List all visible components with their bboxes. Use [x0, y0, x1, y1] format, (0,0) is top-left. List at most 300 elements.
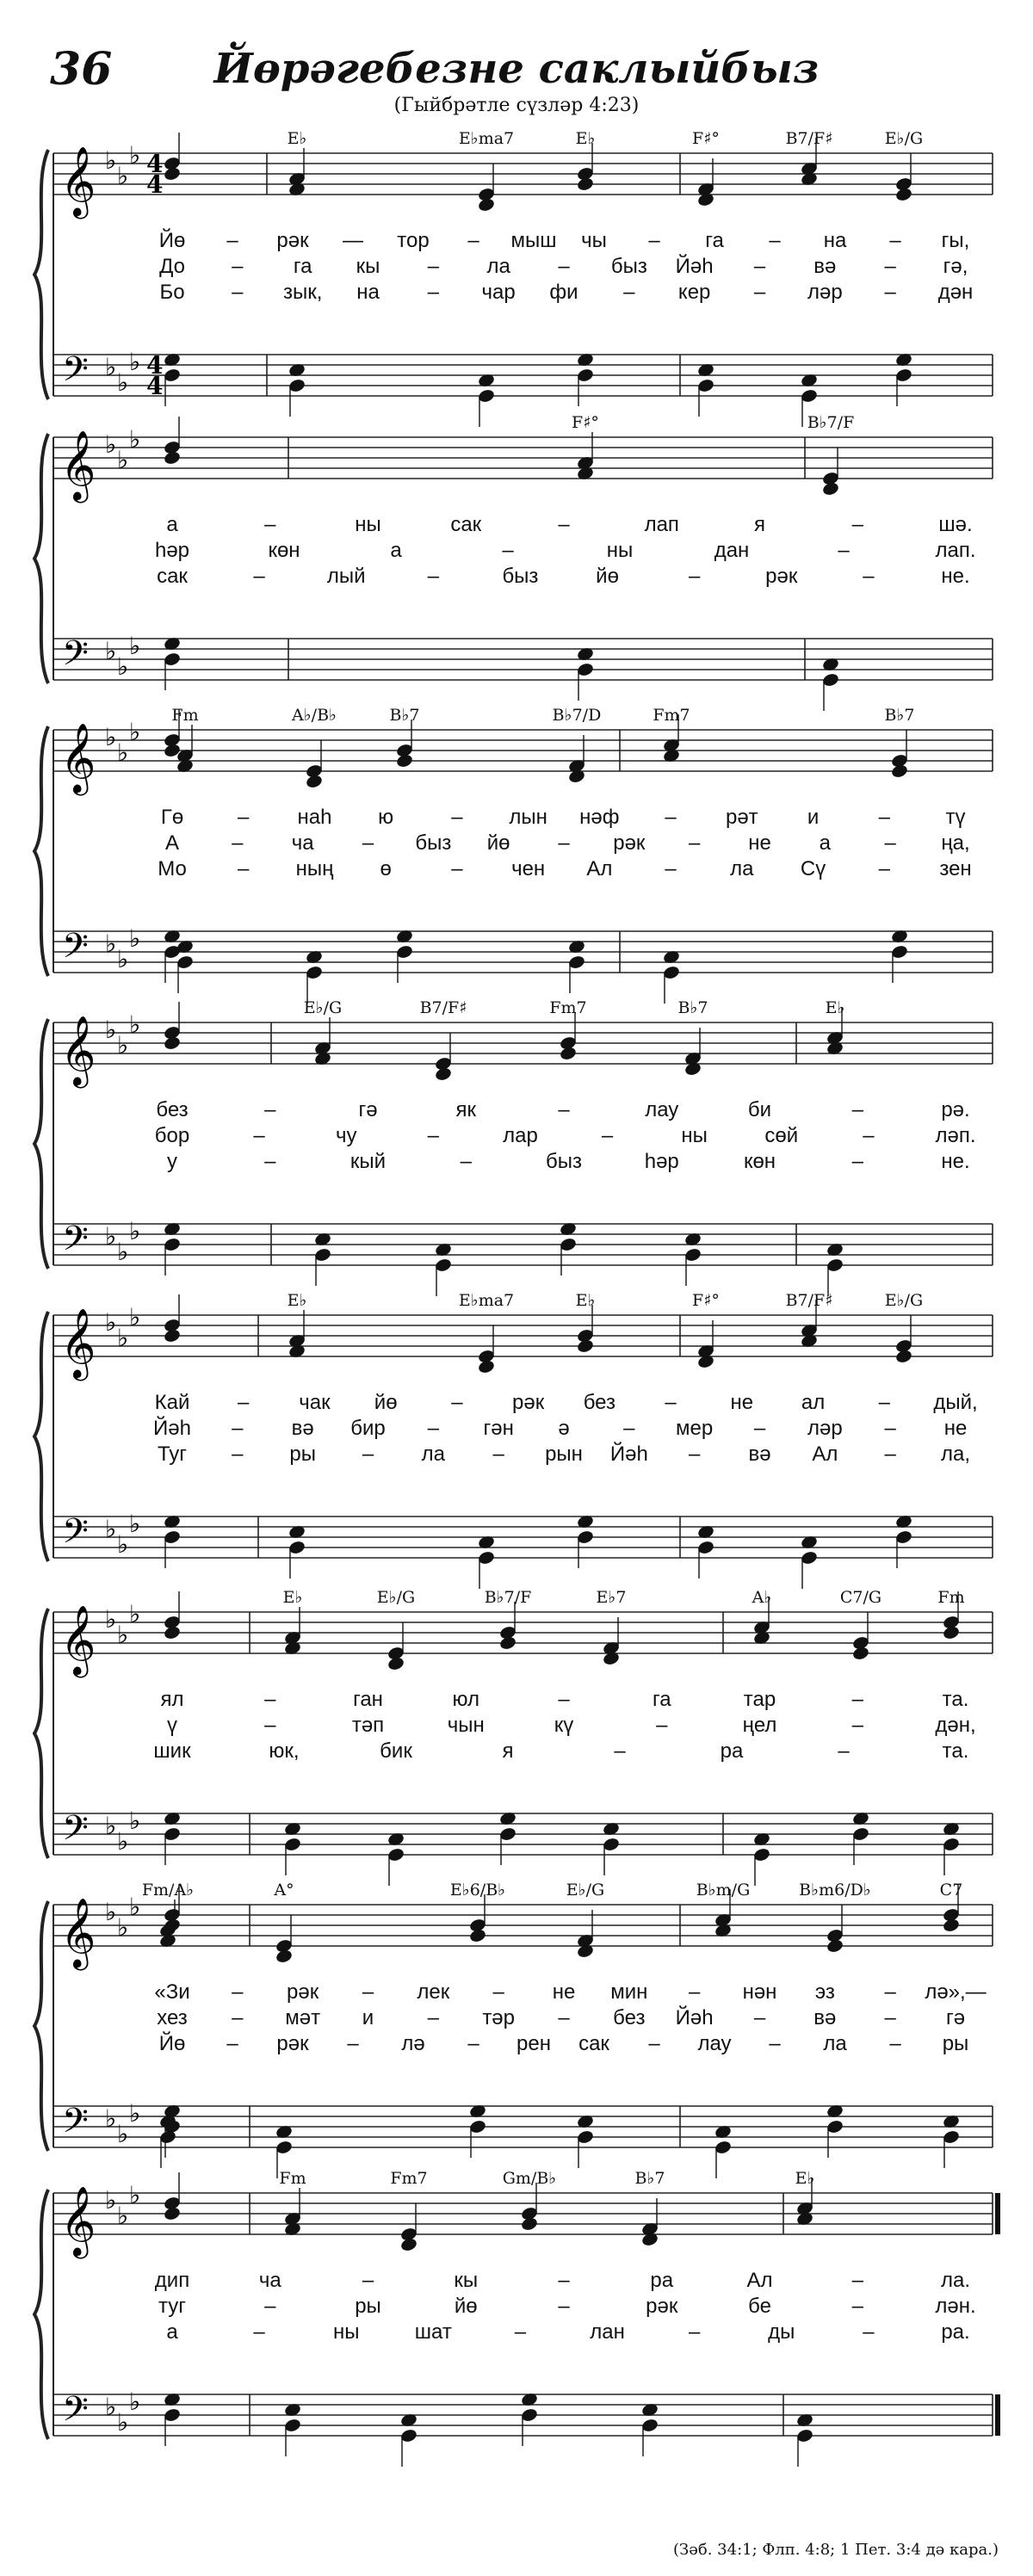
lyric-syllable: –	[838, 1739, 850, 1763]
chord-symbol: Gm/B♭	[502, 2169, 557, 2188]
lyric-syllable: хез	[157, 2006, 188, 2029]
lyric-syllable: чак	[299, 1391, 331, 1414]
system-7	[34, 1884, 993, 2178]
treble-key-flat-icon: ♭	[105, 723, 117, 751]
bass-key-flat-icon: ♭	[117, 2120, 129, 2148]
lyric-syllable: та.	[942, 1739, 969, 1763]
lyric-syllable: рәк	[613, 831, 646, 855]
lyric-syllable: Мо	[158, 857, 187, 880]
lyric-syllable: як	[455, 1098, 476, 1121]
chord-symbol: A♭	[752, 1588, 772, 1607]
treble-clef-icon: 𝄞	[60, 722, 96, 793]
lyric-syllable: я	[502, 1739, 514, 1763]
treble-key-flat-icon: ♭	[129, 1600, 141, 1628]
lyric-syllable: –	[851, 1150, 863, 1173]
lyric-syllable: нән	[742, 1980, 777, 2004]
system-4	[34, 1002, 993, 1296]
bass-key-flat-icon: ♭	[129, 348, 141, 376]
alto-note	[576, 176, 594, 192]
bass-key-flat-icon: ♭	[117, 2408, 129, 2437]
lyric-syllable: мин	[610, 1980, 648, 2004]
lyric-syllable: дән	[937, 281, 974, 304]
lyric-syllable: гә	[945, 2006, 966, 2029]
bass-key-flat-icon: ♭	[117, 368, 129, 397]
lyric-syllable: йө	[596, 565, 619, 588]
lyric-syllable: –	[264, 1714, 276, 1737]
lyric-syllable: –	[878, 806, 890, 829]
lyric-syllable: лан	[590, 2320, 625, 2344]
treble-key-flat-icon: ♭	[105, 1605, 117, 1634]
chord-symbol: Fm	[937, 1588, 965, 1607]
chord-symbol: B♭m6/D♭	[799, 1881, 871, 1900]
lyric-syllable: тор	[397, 229, 430, 252]
chord-symbol: E♭	[575, 1291, 596, 1310]
chord-symbol: B♭7	[884, 706, 915, 725]
lyric-syllable: –	[648, 229, 660, 252]
treble-clef-icon: 𝄞	[60, 1604, 96, 1675]
chord-symbol: B7/F♯	[785, 1291, 833, 1310]
bass-key-flat-icon: ♭	[117, 1238, 129, 1266]
chord-symbol: B♭m/G	[696, 1881, 751, 1900]
lyric-syllable: А	[164, 831, 180, 855]
brace	[34, 150, 48, 399]
lyric-syllable: кы	[356, 255, 380, 278]
lyric-syllable: –	[753, 255, 766, 278]
lyric-syllable: рәк	[276, 229, 309, 252]
lyric-syllable: –	[362, 831, 374, 855]
alto-note	[163, 1625, 181, 1640]
lyric-syllable: көн	[268, 539, 300, 562]
lyric-syllable: чын	[447, 1714, 485, 1737]
lyric-syllable: –	[427, 255, 440, 278]
chord-symbol: B♭7/F	[484, 1588, 532, 1607]
alto-note	[163, 1328, 181, 1344]
bass-key-flat-icon: ♭	[105, 353, 117, 381]
lyric-syllable: –	[648, 2032, 660, 2055]
lyric-syllable: бир	[350, 1417, 386, 1440]
lyric-syllable: До	[159, 255, 185, 278]
lyric-syllable: «Зи	[154, 1980, 190, 2004]
lyric-syllable: Туг	[157, 1442, 188, 1466]
lyric-syllable: –	[427, 1417, 440, 1440]
treble-key-flat-icon: ♭	[117, 2202, 129, 2230]
alto-note	[395, 753, 413, 769]
alto-note	[468, 1928, 486, 1943]
lyric-syllable: фи	[549, 281, 578, 304]
lyric-syllable: а	[166, 513, 178, 536]
treble-key-flat-icon: ♭	[105, 1898, 117, 1926]
lyric-syllable: –	[558, 1688, 570, 1711]
lyric-syllable: –	[558, 831, 570, 855]
lyric-syllable: –	[232, 1417, 244, 1440]
lyric-syllable: –	[884, 281, 896, 304]
bass-clef-icon: 𝄢	[62, 2389, 89, 2437]
lyric-syllable: ү	[167, 1714, 177, 1737]
chord-symbol: Fm7	[549, 998, 587, 1017]
lyric-syllable: рәк	[276, 2032, 309, 2055]
lyric-syllable: га	[705, 229, 724, 252]
lyric-syllable: –	[427, 281, 440, 304]
lyric-syllable: сак	[578, 2032, 609, 2055]
lyric-syllable: –	[558, 255, 570, 278]
lyric-syllable: –	[688, 1442, 701, 1466]
lyric-syllable: тәр	[482, 2006, 515, 2029]
bass-key-flat-icon: ♭	[117, 945, 129, 973]
bass-clef-icon: 𝄢	[62, 1511, 89, 1560]
lyric-syllable: –	[688, 565, 701, 588]
lyric-syllable: сак	[157, 565, 188, 588]
lyric-syllable: ө	[380, 857, 392, 880]
lyric-syllable: рәт	[725, 806, 758, 829]
lyric-syllable: –	[514, 2320, 527, 2344]
treble-key-flat-icon: ♭	[105, 430, 117, 459]
lyric-syllable: тү	[945, 806, 966, 829]
lyric-syllable: Йәһ	[675, 2006, 714, 2029]
alto-note	[163, 2206, 181, 2221]
lyric-syllable: –	[769, 2032, 781, 2055]
lyric-syllable: –	[502, 539, 514, 562]
lyric-syllable: рә.	[941, 1098, 970, 1121]
lyric-syllable: зык,	[282, 281, 323, 304]
lyric-syllable: –	[232, 281, 244, 304]
lyric-syllable: –	[451, 1391, 463, 1414]
treble-key-flat-icon: ♭	[117, 446, 129, 474]
lyric-syllable: юк,	[269, 1739, 300, 1763]
lyric-syllable: –	[851, 1098, 863, 1121]
lyric-syllable: кү	[554, 1714, 574, 1737]
lyric-syllable: не.	[941, 565, 970, 588]
lyric-syllable: и	[807, 806, 820, 829]
alto-note	[477, 1359, 495, 1374]
lyric-syllable: ра	[650, 2269, 674, 2292]
lyric-syllable: –	[362, 1980, 374, 2004]
lyric-syllable: –	[884, 1980, 896, 2004]
bass-key-flat-icon: ♭	[105, 1515, 117, 1543]
lyric-syllable: –	[688, 2320, 701, 2344]
lyric-syllable: –	[665, 857, 677, 880]
lyric-syllable: –	[232, 1980, 244, 2004]
lyric-syllable: –	[665, 1391, 677, 1414]
lyric-syllable: –	[688, 1980, 701, 2004]
lyric-syllable: ды	[768, 2320, 795, 2344]
lyric-syllable: лын	[509, 806, 547, 829]
chord-symbol: B♭7/D	[552, 706, 602, 725]
lyric-syllable: ры	[355, 2295, 381, 2318]
chord-symbol: B7/F♯	[419, 998, 467, 1017]
lyric-syllable: –	[362, 1442, 374, 1466]
lyric-syllable: а	[819, 831, 832, 855]
lyric-syllable: дән,	[935, 1714, 976, 1737]
lyric-syllable: Ал	[812, 1442, 838, 1466]
lyric-syllable: ны	[681, 1124, 708, 1147]
chord-symbol: Fm	[279, 2169, 306, 2188]
chord-symbol: F♯°	[572, 413, 599, 432]
lyric-syllable: –	[878, 857, 890, 880]
alto-note	[434, 1066, 452, 1082]
lyric-syllable: рен	[516, 2032, 551, 2055]
lyric-syllable: –	[232, 255, 244, 278]
bass-key-flat-icon: ♭	[129, 924, 141, 953]
chord-symbol: B♭7/F	[807, 413, 855, 432]
lyric-syllable: –	[851, 513, 863, 536]
lyric-syllable: –	[884, 1442, 896, 1466]
lyric-syllable: –	[226, 2032, 238, 2055]
lyric-syllable: та.	[942, 1688, 969, 1711]
alto-note	[163, 450, 181, 466]
lyric-syllable: не	[943, 1417, 968, 1440]
lyric-syllable: без	[156, 1098, 189, 1121]
bass-clef-icon: 𝄢	[62, 1219, 89, 1267]
lyric-syllable: –	[558, 2006, 570, 2029]
lyric-syllable: га	[293, 255, 312, 278]
chord-symbol: E♭	[575, 129, 596, 148]
lyric-syllable: ла	[486, 255, 510, 278]
lyric-syllable: –	[884, 831, 896, 855]
bass-key-flat-icon: ♭	[129, 1217, 141, 1245]
alto-note	[559, 1046, 577, 1061]
lyric-syllable: лән.	[935, 2295, 976, 2318]
lyric-syllable: кер	[677, 281, 711, 304]
lyric-syllable: лап	[644, 513, 679, 536]
lyric-syllable: чен	[511, 857, 546, 880]
lyric-syllable: –	[851, 1688, 863, 1711]
bass-key-flat-icon: ♭	[129, 632, 141, 660]
lyric-syllable: –	[232, 2006, 244, 2029]
lyric-syllable: рәк	[646, 2295, 678, 2318]
chord-symbol: B7/F♯	[785, 129, 833, 148]
chord-symbol: E♭ma7	[458, 1291, 515, 1310]
lyric-syllable: ләр	[807, 281, 843, 304]
lyric-syllable: –	[601, 1124, 614, 1147]
bass-clef-icon: 𝄢	[62, 1808, 89, 1856]
lyric-syllable: –	[226, 229, 238, 252]
lyric-syllable: –	[492, 1442, 504, 1466]
chord-symbol: E♭	[795, 2169, 815, 2188]
lyric-syllable: я	[754, 513, 765, 536]
treble-key-flat-icon: ♭	[129, 718, 141, 746]
alto-note	[576, 1338, 594, 1354]
lyric-syllable: –	[884, 2006, 896, 2029]
lyric-syllable: –	[884, 1417, 896, 1440]
chord-symbol: E♭6/B♭	[449, 1881, 506, 1900]
lyric-syllable: а	[390, 539, 402, 562]
lyric-syllable: –	[884, 255, 896, 278]
bass-key-flat-icon: ♭	[117, 652, 129, 681]
bass-key-flat-icon: ♭	[105, 637, 117, 665]
lyric-syllable: –	[688, 831, 701, 855]
brace	[34, 1312, 48, 1561]
lyric-syllable: –	[838, 539, 850, 562]
lyric-syllable: юл	[452, 1688, 479, 1711]
lyric-syllable: һәр	[154, 539, 190, 562]
chord-symbol: E♭	[287, 1291, 307, 1310]
treble-clef-icon: 𝄞	[60, 2185, 96, 2256]
lyric-syllable: ңа,	[941, 831, 970, 855]
lyric-syllable: –	[878, 1391, 890, 1414]
treble-key-flat-icon: ♭	[105, 2186, 117, 2215]
lyric-syllable: кый	[349, 1150, 387, 1173]
system-2	[34, 417, 993, 711]
lyric-syllable: –	[863, 1124, 875, 1147]
treble-key-flat-icon: ♭	[117, 1031, 129, 1059]
lyric-syllable: вә	[748, 1442, 771, 1466]
lyric-syllable: гы,	[941, 229, 970, 252]
treble-key-flat-icon: ♭	[105, 1308, 117, 1337]
chord-symbol: C7/G	[839, 1588, 882, 1607]
treble-key-flat-icon: ♭	[129, 425, 141, 454]
lyric-syllable: лар	[503, 1124, 538, 1147]
chord-symbol: A°	[274, 1881, 294, 1900]
lyric-syllable: ган	[353, 1688, 383, 1711]
chord-symbol: F♯°	[692, 129, 720, 148]
alto-note	[821, 481, 839, 497]
chord-symbol: E♭7	[596, 1588, 627, 1607]
lyric-syllable: и	[362, 2006, 374, 2029]
lyric-syllable: без	[613, 2006, 646, 2029]
lyric-syllable: бик	[380, 1739, 412, 1763]
treble-key-flat-icon: ♭	[117, 1621, 129, 1649]
brace	[34, 1609, 48, 1858]
lyric-syllable: Йө	[158, 229, 186, 252]
lyric-syllable: –	[362, 2269, 374, 2292]
time-signature: 4	[146, 170, 164, 199]
lyric-syllable: ны	[332, 2320, 360, 2344]
lyric-syllable: лый	[326, 565, 366, 588]
alto-note	[942, 1625, 960, 1640]
lyric-syllable: быз	[610, 255, 647, 278]
lyric-syllable: дан	[714, 539, 750, 562]
bass-clef-icon: 𝄢	[62, 349, 89, 398]
lyric-syllable: лау	[697, 2032, 732, 2055]
brace	[34, 1901, 48, 2151]
lyric-syllable: –	[264, 2295, 276, 2318]
chord-symbol: E♭ma7	[458, 129, 515, 148]
lyric-syllable: лә»,—	[925, 1980, 987, 2004]
bass-clef-icon: 𝄢	[62, 633, 89, 682]
lyric-syllable: вә	[813, 2006, 837, 2029]
alto-note	[163, 1035, 181, 1051]
lyric-syllable: тар	[743, 1688, 776, 1711]
lyric-syllable: ю	[378, 806, 394, 829]
lyric-syllable: быз	[502, 565, 539, 588]
lyric-syllable: –	[558, 2295, 570, 2318]
lyric-syllable: –	[851, 1714, 863, 1737]
lyric-syllable: ры	[942, 2032, 969, 2055]
treble-key-flat-icon: ♭	[105, 146, 117, 175]
lyric-syllable: ра.	[941, 2320, 970, 2344]
lyric-syllable: дый,	[933, 1391, 978, 1414]
lyric-syllable: бе	[748, 2295, 771, 2318]
lyric-syllable: гә,	[943, 255, 968, 278]
lyric-syllable: мыш	[510, 229, 557, 252]
alto-note	[498, 1635, 516, 1651]
lyric-syllable: бор	[154, 1124, 190, 1147]
alto-note	[890, 763, 908, 779]
lyric-syllable: не	[552, 1980, 576, 2004]
lyric-syllable: –	[614, 1739, 626, 1763]
lyric-syllable: гә	[358, 1098, 378, 1121]
lyric-syllable: Бо	[159, 281, 185, 304]
lyric-syllable: –	[558, 513, 570, 536]
treble-key-flat-icon: ♭	[129, 1893, 141, 1921]
lyric-syllable: на	[356, 281, 380, 304]
chord-symbol: F♯°	[692, 1291, 720, 1310]
lyric-syllable: –	[238, 857, 250, 880]
treble-key-flat-icon: ♭	[129, 141, 141, 170]
system-6	[34, 1591, 993, 1886]
lyric-syllable: ә	[558, 1417, 570, 1440]
chord-symbol: C7	[939, 1881, 963, 1900]
lyric-syllable: сак	[450, 513, 482, 536]
lyric-syllable: –	[460, 1150, 472, 1173]
lyric-syllable: га	[652, 1688, 671, 1711]
system-5	[34, 1294, 993, 1589]
lyric-syllable: –	[451, 806, 463, 829]
lyric-syllable: ла.	[940, 2269, 971, 2292]
hymn-title: Йөрәгебезне саклыйбыз	[213, 45, 820, 93]
lyric-syllable: көн	[743, 1150, 776, 1173]
chord-symbol: E♭/G	[303, 998, 343, 1017]
lyric-syllable: ча	[258, 2269, 281, 2292]
lyric-syllable: Гө	[160, 806, 184, 829]
lyric-syllable: –	[451, 857, 463, 880]
related-scriptures: (Зәб. 34:1; Флп. 4:8; 1 Пет. 3:4 дә кара.)	[673, 2541, 999, 2559]
treble-clef-icon: 𝄞	[60, 429, 96, 500]
lyric-syllable: Йәһ	[609, 1442, 648, 1466]
bass-key-flat-icon: ♭	[105, 1222, 117, 1251]
treble-clef-icon: 𝄞	[60, 1897, 96, 1968]
bass-key-flat-icon: ♭	[129, 1510, 141, 1538]
treble-key-flat-icon: ♭	[117, 162, 129, 190]
treble-clef-icon: 𝄞	[60, 1015, 96, 1085]
lyric-syllable: нәф	[579, 806, 620, 829]
lyric-syllable: тәп	[351, 1714, 385, 1737]
brace	[34, 726, 48, 976]
treble-clef-icon: 𝄞	[60, 1307, 96, 1378]
hymn-number: 36	[50, 43, 113, 96]
lyric-syllable: на	[823, 229, 847, 252]
lyric-syllable: –	[264, 1150, 276, 1173]
alto-note	[163, 166, 181, 182]
lyric-syllable: чар	[481, 281, 516, 304]
chord-symbol: B♭7	[634, 2169, 665, 2188]
lyric-syllable: –	[232, 1442, 244, 1466]
bass-key-flat-icon: ♭	[129, 1807, 141, 1835]
alto-note	[399, 2237, 418, 2252]
system-3	[34, 709, 993, 1004]
lyric-syllable: шә.	[938, 513, 973, 536]
lyric-syllable: йө	[454, 2295, 478, 2318]
bass-key-flat-icon: ♭	[117, 1827, 129, 1856]
lyric-syllable: –	[623, 281, 635, 304]
lyric-syllable: ның	[295, 857, 334, 880]
lyric-syllable: быз	[415, 831, 452, 855]
lyric-syllable: —	[343, 229, 363, 252]
lyric-syllable: –	[264, 513, 276, 536]
chord-symbol: E♭/G	[566, 1881, 605, 1900]
lyric-syllable: эз	[814, 1980, 835, 2004]
chord-symbol: B♭7	[677, 998, 708, 1017]
alto-note	[477, 197, 495, 213]
lyric-syllable: –	[347, 2032, 359, 2055]
lyric-syllable: –	[665, 806, 677, 829]
lyric-syllable: ла,	[940, 1442, 971, 1466]
lyric-syllable: шик	[153, 1739, 191, 1763]
alto-note	[520, 2216, 538, 2232]
treble-key-flat-icon: ♭	[117, 1324, 129, 1352]
chord-symbol: Fm/A♭	[141, 1881, 195, 1900]
system-8	[34, 2172, 998, 2467]
